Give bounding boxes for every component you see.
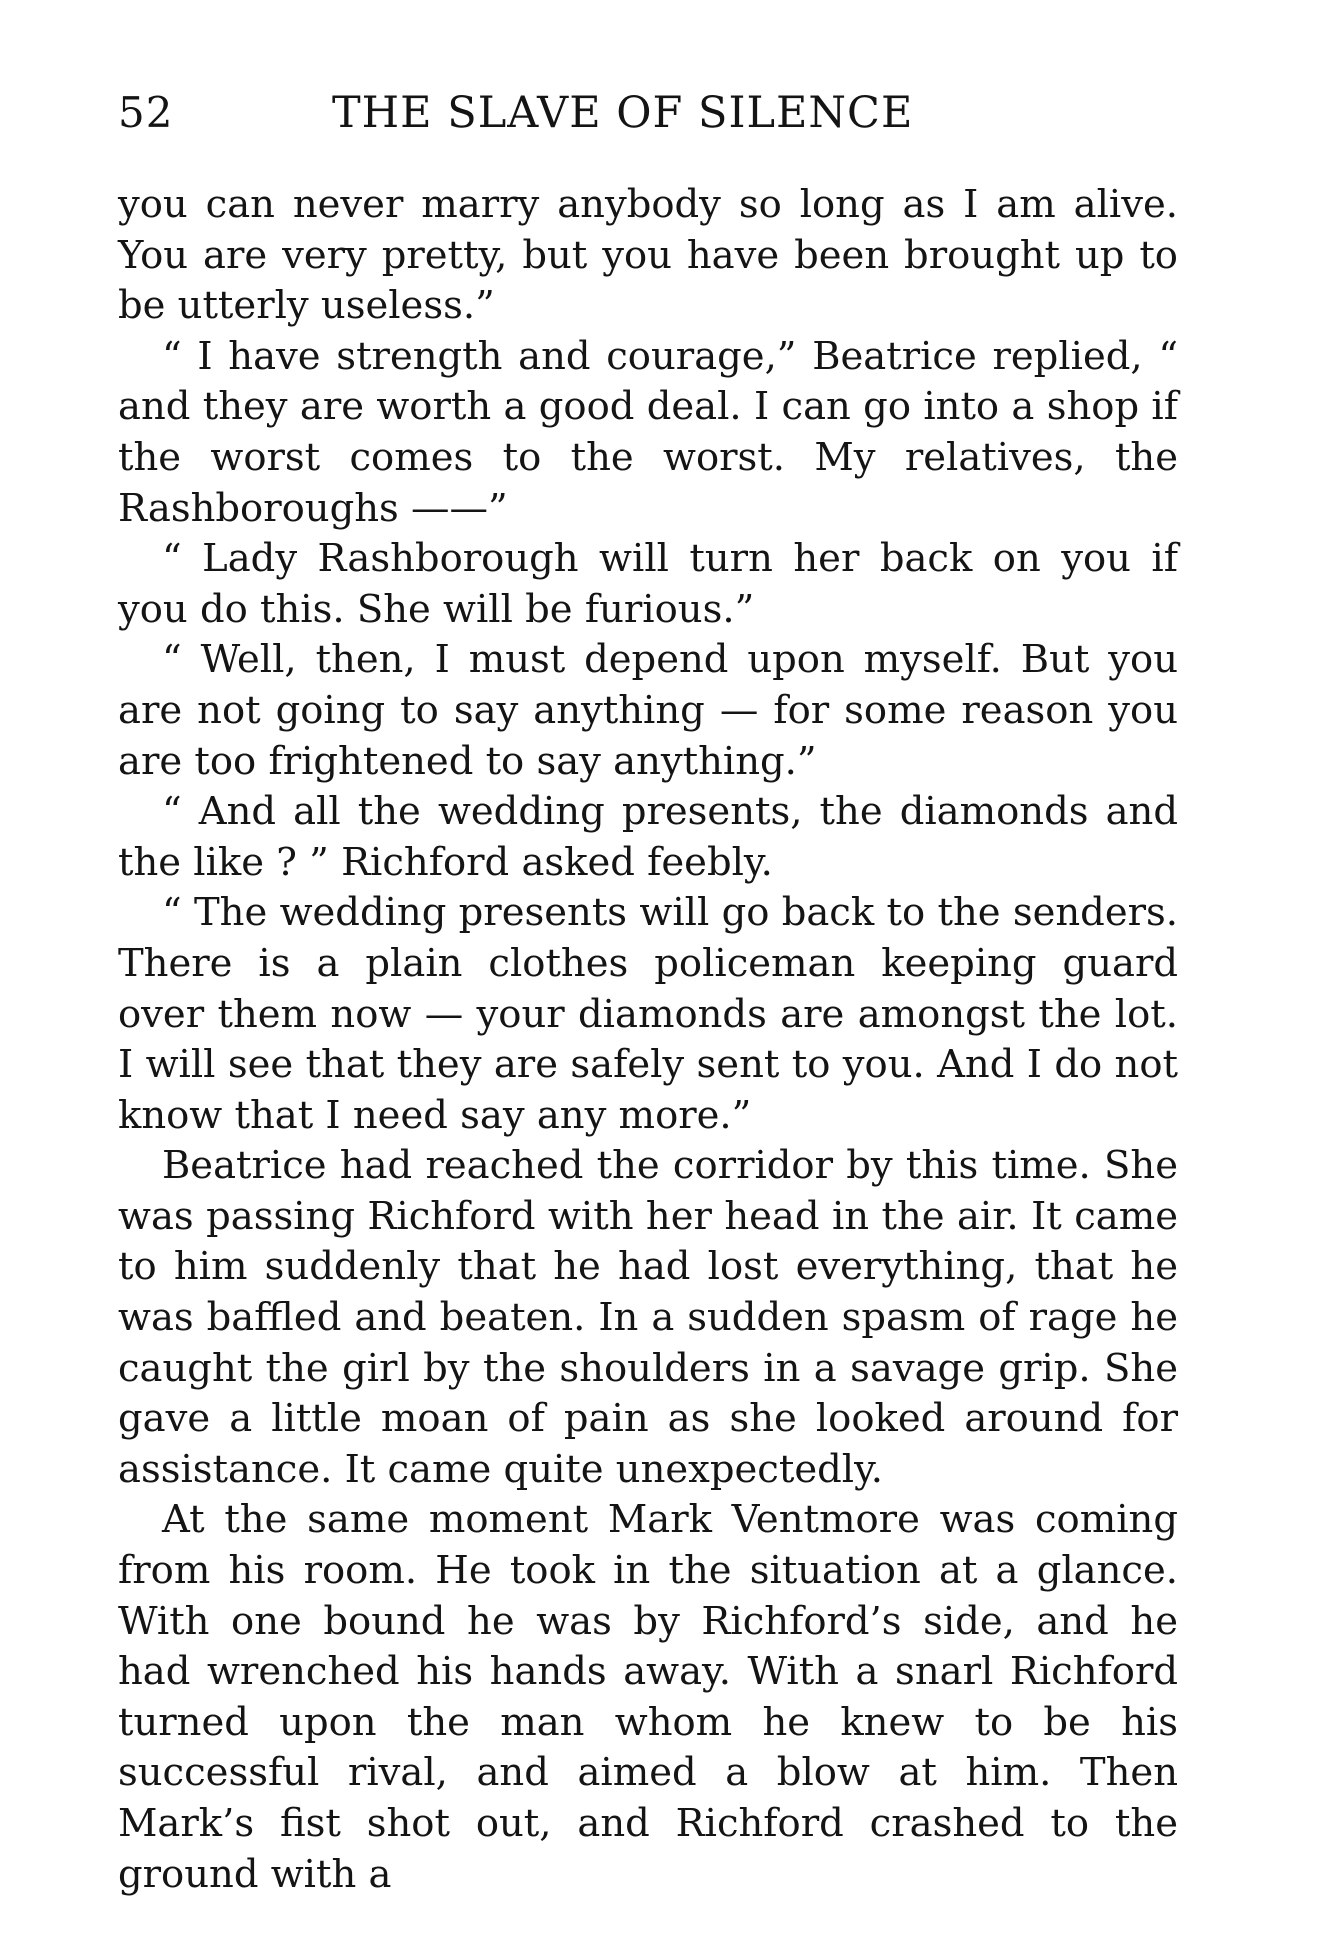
- paragraph: Beatrice had reached the corridor by this time. She was passing Richford with her head in the air. It came to him suddenly that he had lost everything, that he was baffled and beaten. In a sudden spasm of rage he caught the girl by the shoulders in a savage grip. She gave a little moan of pain as she looked around for assistance. It came quite unexpectedly.: [118, 1143, 1178, 1492]
- page-number: 52: [118, 88, 174, 137]
- running-title: THE SLAVE OF SILENCE: [332, 88, 914, 138]
- paragraph: “ The wedding presents will go back to the senders. There is a plain clothes policeman keeping guard over them now — your diamonds are amongst the lot. I will see that they are safely sent to you. And I do not know that I need say any more.”: [118, 890, 1178, 1138]
- paragraph: “ I have strength and courage,” Beatrice replied, “ and they are worth a good deal. I can go into a shop if the worst comes to the worst. My relatives, the Rashboroughs ——”: [118, 333, 1178, 531]
- page-header: [118, 88, 1178, 148]
- body-text: [118, 180, 1178, 1900]
- paragraph: “ Well, then, I must depend upon myself. But you are not going to say anything — for some reason you are too frightened to say anything.”: [118, 637, 1178, 784]
- paragraph: “ And all the wedding presents, the diamonds and the like ? ” Richford asked feebly.: [118, 789, 1178, 885]
- paragraph-continued: you can never marry anybody so long as I am alive. You are very pretty, but you have been brought up to be utterly useless.”: [118, 182, 1178, 329]
- paragraph: “ Lady Rashborough will turn her back on you if you do this. She will be furious.”: [118, 536, 1178, 632]
- paragraph: At the same moment Mark Ventmore was coming from his room. He took in the situation at a glance. With one bound he was by Richford’s side, and he had wrenched his hands away. With a snarl Richford turned upon the man whom he knew to be his successful rival, and aimed a blow at him. Then Mark’s fist shot out, and Richford crashed to the ground with a: [118, 1497, 1178, 1897]
